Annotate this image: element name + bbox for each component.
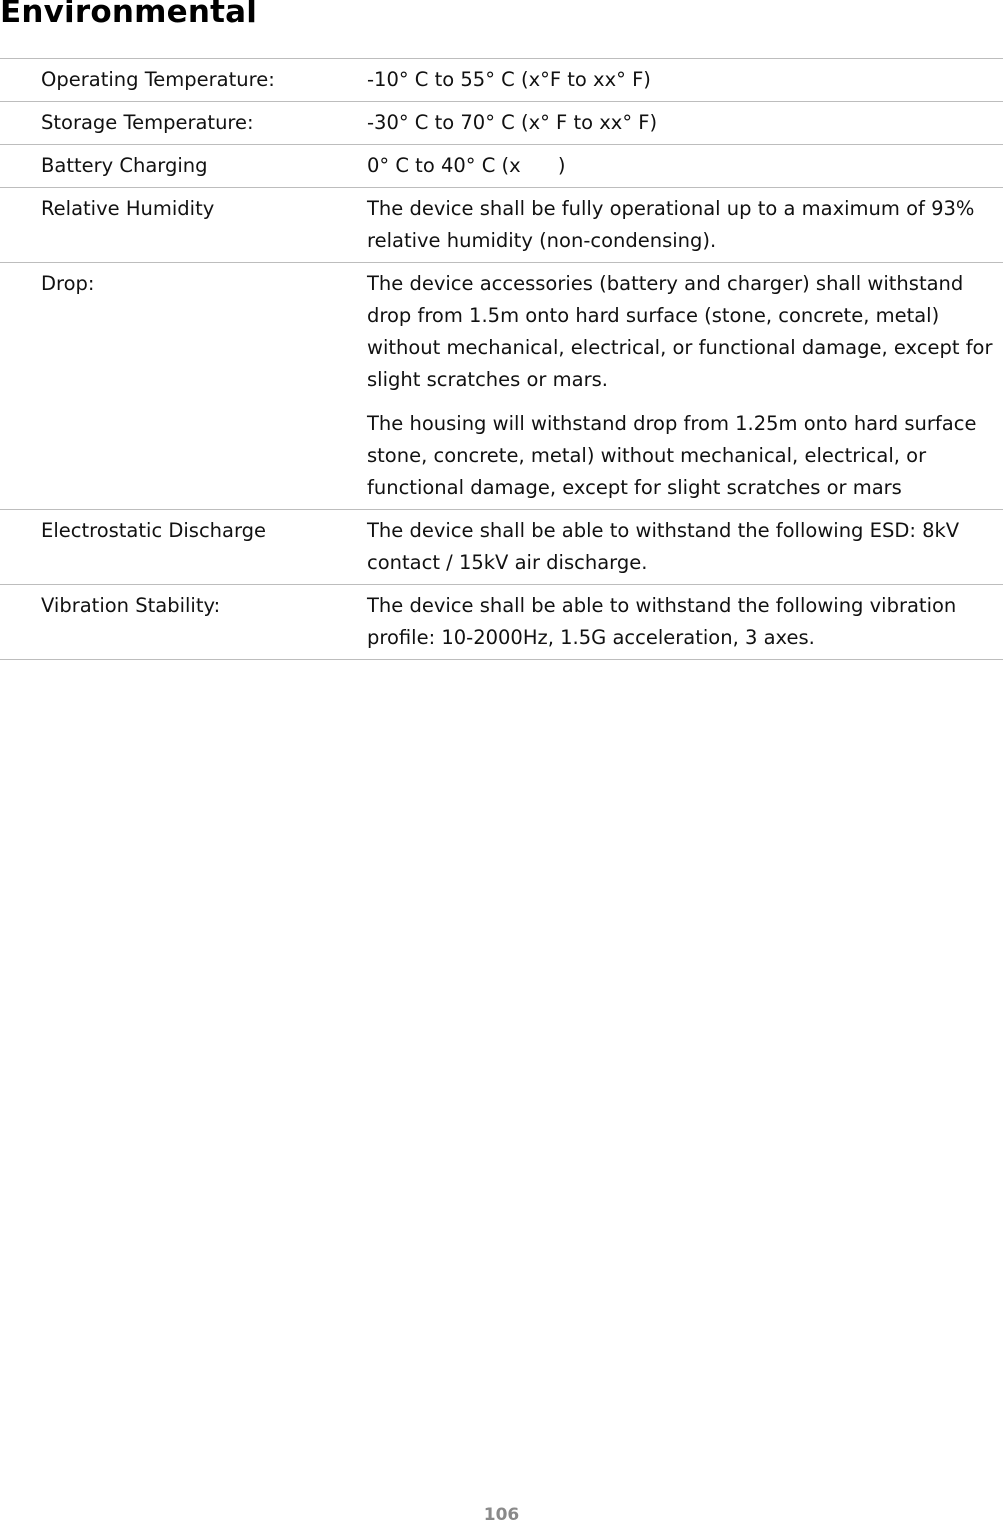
spec-value-text: -10° C to 55° C (x°F to xx° F) — [367, 68, 651, 91]
spec-row-relative-humidity — [0, 188, 1003, 262]
spec-value — [367, 64, 1003, 96]
spec-value-text: -30° C to 70° C (x° F to xx° F) — [367, 111, 658, 134]
spec-row-electrostatic-discharge — [0, 510, 1003, 584]
spec-value — [367, 150, 1003, 182]
spec-label: Relative Humidity — [41, 197, 215, 220]
spec-label: Electrostatic Discharge — [41, 519, 267, 542]
spec-label: Drop: — [41, 272, 95, 295]
spec-value — [367, 193, 1003, 257]
spec-row-storage-temperature — [0, 102, 1003, 144]
spec-row-vibration-stability — [0, 585, 1003, 659]
environmental-spec-table — [0, 58, 1003, 660]
spec-label: Operating Temperature: — [41, 68, 275, 91]
spec-value-text: The device shall be able to withstand the following vibration profile: 10-2000Hz, 1.5G acceleration, 3 axes. — [367, 594, 957, 649]
spec-value-text: The housing will withstand drop from 1.25m onto hard surface stone, concrete, metal) without mechanical, electrical, or functional damage, except for slight scratches or mars — [367, 412, 977, 499]
spec-label: Battery Charging — [41, 154, 208, 177]
spec-row-drop — [0, 263, 1003, 509]
spec-value-text: The device shall be able to withstand the following ESD: 8kV contact / 15kV air discharge. — [367, 519, 960, 574]
spec-row-battery-charging — [0, 145, 1003, 187]
spec-label: Vibration Stability: — [41, 594, 221, 617]
spec-value — [367, 590, 1003, 654]
spec-value — [367, 268, 1003, 504]
page-number: 106 — [483, 1505, 520, 1525]
spec-label: Storage Temperature: — [41, 111, 254, 134]
table-divider — [0, 659, 1003, 660]
spec-value-text: The device shall be fully operational up to a maximum of 93% relative humidity (non-condensing). — [367, 197, 975, 252]
spec-value-text: 0° C to 40° C (x ) — [367, 154, 566, 177]
spec-value — [367, 515, 1003, 579]
page-title: Environmental — [0, 0, 258, 30]
spec-value-text: The device accessories (battery and charger) shall withstand drop from 1.5m onto hard surface (stone, concrete, metal) without mechanical, electrical, or functional damage, except for slight scratches or mars. — [367, 272, 993, 391]
spec-value — [367, 107, 1003, 139]
spec-row-operating-temperature — [0, 59, 1003, 101]
